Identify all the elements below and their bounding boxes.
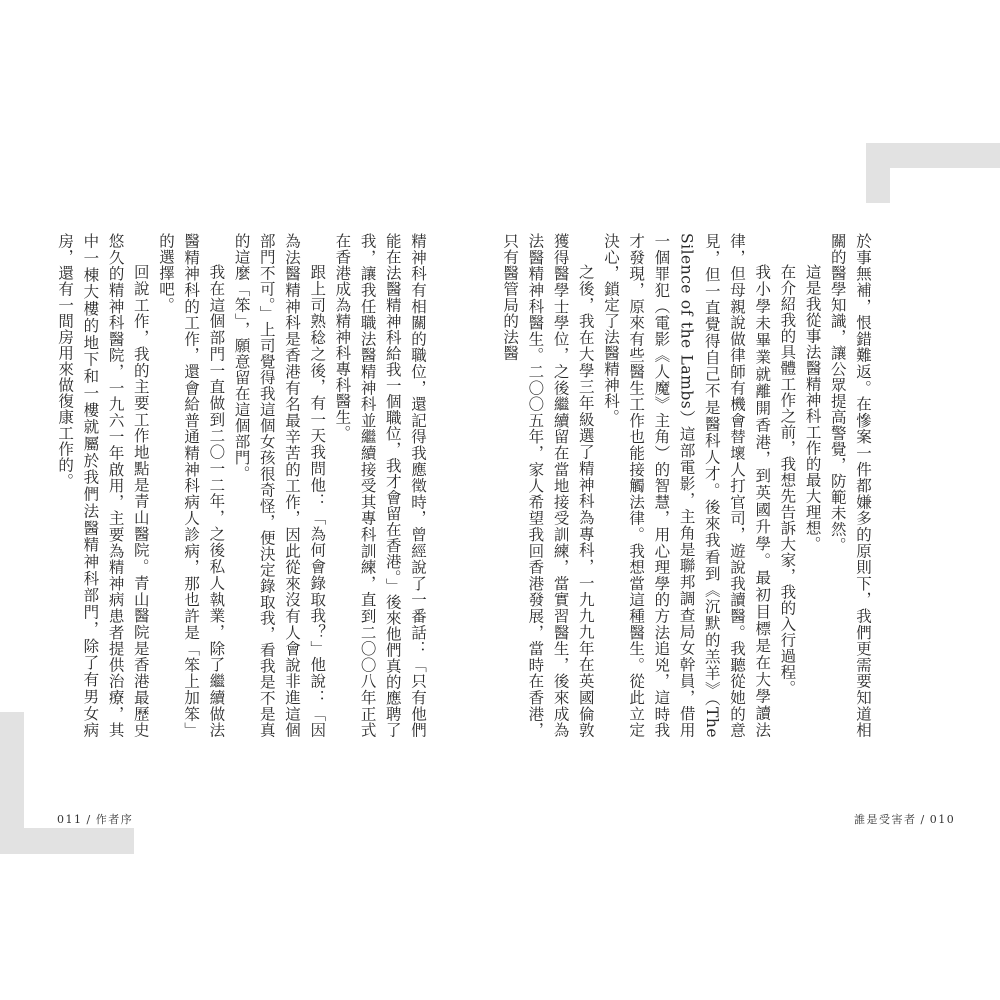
left-page-folio bbox=[57, 811, 133, 827]
right-page-body bbox=[501, 233, 875, 738]
right-paragraph-5: 之後，我在大學三年級選了精神科為專科，一九九九年在英國倫敦獲得醫學士學位，之後繼續留在當地接受訓練，當實習醫生，後來成為法醫精神科醫生。二〇〇五年，家人希望我回香港發展，當時在香港，只有醫管局的法醫 bbox=[501, 233, 595, 738]
left-folio-number: 011 bbox=[57, 813, 83, 826]
right-folio-number: 010 bbox=[929, 813, 956, 826]
right-paragraph-3: 在介紹我的具體工作之前，我想先告訴大家，我的入行過程。 bbox=[778, 264, 797, 696]
corner-bracket-top-right-vertical bbox=[866, 143, 890, 203]
corner-bracket-bottom-left-vertical bbox=[0, 712, 24, 854]
left-paragraph-4: 回說工作，我的主要工作地點是青山醫院。青山醫院是香港最歷史悠久的精神科醫院，一九六一年啟用，主要為精神病患者提供治療，其中一棟大樓的地下和一樓就屬於我們法醫精神科部門，除了有男女病房，還有一間房用來做復康工作的。 bbox=[56, 233, 150, 738]
left-paragraph-1: 精神科有相關的職位，還記得我應徵時，曾經說了一番話：「只有他們能在法醫精神科給我一個職位，我才會留在香港。」後來他們真的應聘了我，讓我任職法醫精神科並繼續接受其專科訓練，直到二〇〇八年正式在香港成為精神科專科醫生。 bbox=[333, 233, 427, 738]
left-paragraph-2: 跟上司熟稔之後，有一天我問他：「為何會錄取我？」他說：「因為法醫精神科是香港有名最辛苦的工作，因此從來沒有人會說非進這個部門不可。」上司覺得我這個女孩很奇怪，便決定錄取我，看我是不是真的這麼「笨」，願意留在這個部門。 bbox=[232, 233, 327, 738]
left-paragraph-3: 我在這個部門一直做到二〇一二年，之後私人執業，除了繼續做法醫精神科的工作，還會給普通精神科病人診病，那也許是「笨上加笨」的選擇吧。 bbox=[156, 233, 226, 738]
right-paragraph-1: 於事無補，恨錯難返。在慘案一件都嫌多的原則下，我們更需要知道相關的醫學知識，讓公眾提高警覺，防範未然。 bbox=[828, 233, 872, 738]
left-folio-title: 作者序 bbox=[95, 813, 134, 826]
left-folio-separator: / bbox=[86, 813, 92, 826]
right-paragraph-4: 我小學未畢業就離開香港，到英國升學。最初目標是在大學讀法律，但母親說做律師有機會替壞人打官司，遊說我讀醫。我聽從她的意見，但一直覺得自己不是醫科人才。後來我看到《沉默的羔羊》（The Silence of the Lambs）這部電影，主角是聯邦調查局女幹員，借用一個罪犯（電影《人魔》主角）的智慧，用心理學的方法追兇，這時我才發現，原來有些醫生工作也能接觸法律。我想當這種醫生。從此立定決心，鎖定了法醫精神科。 bbox=[601, 233, 772, 738]
right-paragraph-2: 這是我從事法醫精神科工作的最大理想。 bbox=[803, 264, 822, 552]
right-folio-title: 誰是受害者 bbox=[854, 813, 917, 826]
right-folio-separator: / bbox=[920, 813, 926, 826]
right-page-folio bbox=[854, 811, 955, 827]
left-page-body bbox=[56, 233, 430, 738]
